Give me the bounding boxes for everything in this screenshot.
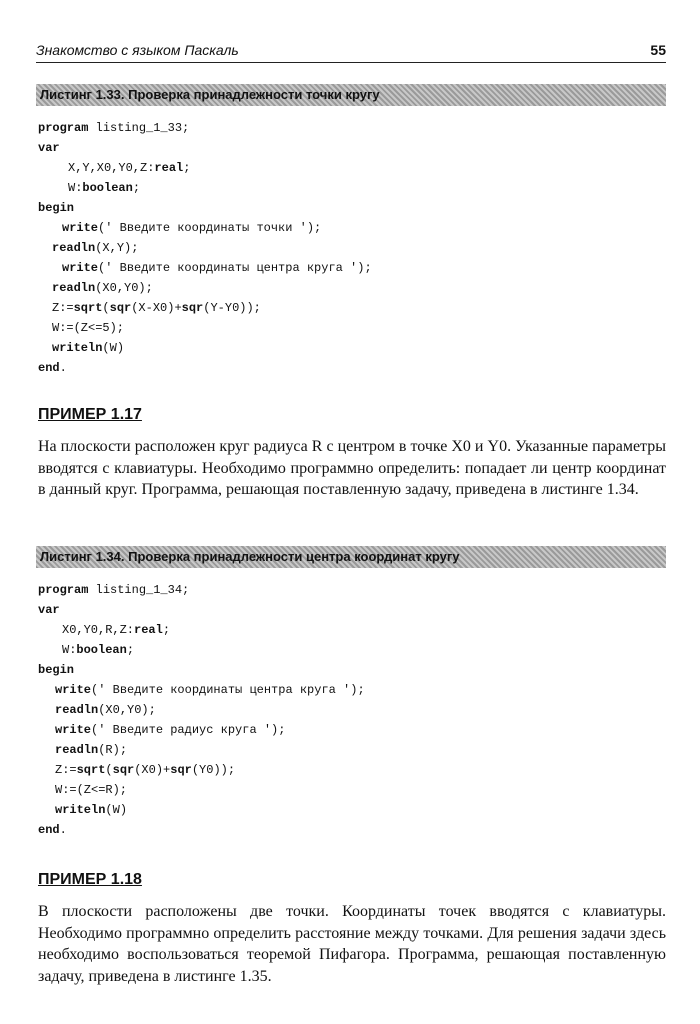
example-heading: ПРИМЕР 1.18 [38,871,142,888]
code-line [38,740,365,760]
code-text: . [59,823,67,837]
code-keyword: write [55,683,92,697]
code-line [38,238,372,258]
code-text: X,Y,X0,Y0,Z: [68,161,155,175]
code-keyword: real [154,161,184,175]
code-text: (X,Y); [95,241,139,255]
code-keyword: sqr [112,763,135,777]
code-text: W: [68,181,83,195]
code-line [38,720,365,740]
code-line [38,620,365,640]
code-line [38,178,372,198]
code-line [38,680,365,700]
code-line [38,700,365,720]
code-keyword: readln [55,703,99,717]
code-text: (Y0)); [191,763,236,777]
example-heading: ПРИМЕР 1.17 [38,406,142,423]
code-keyword: var [38,141,60,155]
code-line [38,800,365,820]
code-text: W:=(Z<=5); [52,321,125,335]
code-line [38,640,365,660]
code-line [38,318,372,338]
code-line [38,338,372,358]
code-text: (' Введите радиус круга '); [91,723,286,737]
code-line [38,158,372,178]
example-paragraph: В плоскости расположены две точки. Координаты точек вводятся с клавиатуры. Необходимо программно определить расстояние между точками. Для решения задачи здесь необходимо воспользоваться теоремой Пифагора. Программа, решающая поставленную задачу, приведена в листинге 1.35. [38,903,666,985]
code-text: (X0,Y0); [98,703,156,717]
code-keyword: writeln [52,341,103,355]
code-keyword: boolean [82,181,133,195]
code-keyword: readln [55,743,99,757]
code-line [38,580,365,600]
code-keyword: write [62,261,99,275]
code-keyword: writeln [55,803,106,817]
running-header [36,42,666,63]
code-keyword: write [62,221,99,235]
code-line [38,600,365,620]
code-keyword: sqr [109,301,132,315]
code-text: ; [162,623,171,637]
code-line [38,358,372,378]
code-line [38,780,365,800]
code-text: listing_1_33; [88,121,190,135]
example-paragraph: На плоскости расположен круг радиуса R с центром в точке X0 и Y0. Указанные параметры вводятся с клавиатуры. Необходимо программно определить: попадает ли центр координат в данный круг. Программа, решающая поставленную задачу, приведена в листинге 1.34. [38,438,666,498]
code-text: W: [62,643,77,657]
code-text: (W) [105,803,128,817]
listing-caption: Листинг 1.34. Проверка принадлежности центра координат кругу [36,546,666,568]
code-line [38,660,365,680]
code-keyword: program [38,583,89,597]
code-line [38,198,372,218]
code-keyword: sqrt [76,763,106,777]
code-text: X0,Y0,R,Z: [62,623,135,637]
code-text: Z:= [55,763,77,777]
code-text: ; [183,161,191,175]
code-line [38,138,372,158]
code-keyword: readln [52,281,96,295]
code-text: (' Введите координаты центра круга '); [91,683,365,697]
code-text: (X-X0)+ [131,301,182,315]
code-keyword: sqr [181,301,204,315]
code-text: . [59,361,67,375]
code-line [38,218,372,238]
code-text: listing_1_34; [88,583,190,597]
code-text: (X0)+ [134,763,171,777]
code-line [38,118,372,138]
code-keyword: write [55,723,92,737]
code-text: ; [126,643,135,657]
code-line [38,258,372,278]
code-keyword: boolean [76,643,127,657]
code-text: W:=(Z<=R); [55,783,128,797]
code-keyword: program [38,121,89,135]
code-listing-1-34 [38,580,365,840]
code-text: Z:= [52,301,74,315]
code-text: (W) [102,341,125,355]
code-keyword: readln [52,241,96,255]
code-text: (Y-Y0)); [203,301,261,315]
code-line [38,278,372,298]
code-keyword: sqr [170,763,192,777]
chapter-title: Знакомство с языком Паскаль [36,42,239,58]
code-text: ; [132,181,141,195]
code-text: (R); [98,743,128,757]
code-text: ( [102,301,110,315]
code-keyword: end [38,361,60,375]
code-text: ( [105,763,113,777]
code-keyword: end [38,823,60,837]
code-line [38,298,372,318]
code-listing-1-33 [38,118,372,378]
code-text: (' Введите координаты центра круга '); [98,261,372,275]
code-text: (' Введите координаты точки '); [98,221,322,235]
code-keyword: sqrt [73,301,103,315]
code-keyword: begin [38,663,75,677]
listing-caption: Листинг 1.33. Проверка принадлежности точки кругу [36,84,666,106]
code-keyword: real [134,623,163,637]
code-keyword: var [38,603,60,617]
code-text: (X0,Y0); [95,281,153,295]
code-line [38,760,365,780]
code-line [38,820,365,840]
page-number: 55 [650,42,666,58]
code-keyword: begin [38,201,75,215]
